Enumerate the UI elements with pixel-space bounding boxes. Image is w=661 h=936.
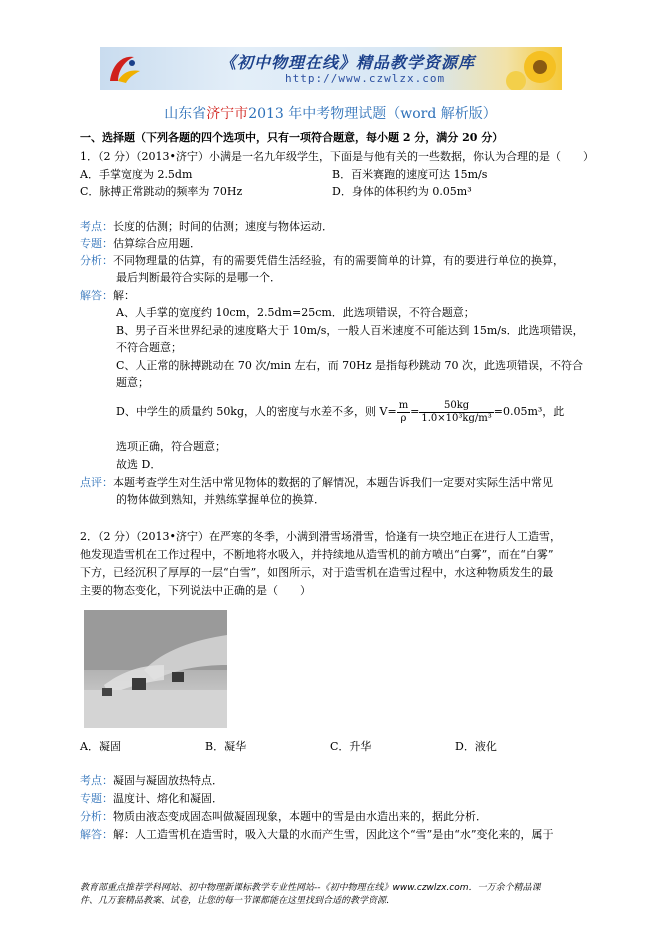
header-banner xyxy=(100,47,562,90)
banner-title: 《初中物理在线》精品教学资源库 xyxy=(220,53,476,72)
q1-fenxi-text-1: 不同物理量的估算，有的需要凭借生活经验，有的需要简单的计算，有的要进行单位的换算， xyxy=(113,254,564,267)
q1-dianping xyxy=(80,476,553,490)
q2-stem-4: 主要的物态变化，下列说法中正确的是（ ） xyxy=(80,584,311,597)
q2-kaodian-text: 凝固与凝固放热特点． xyxy=(113,774,223,787)
formula-fraction xyxy=(419,400,493,425)
q2-jieda-text: 解：人工造雪机在造雪时，吸入大量的水而产生雪，因此这个“雪”是由“水”变化来的，属于 xyxy=(113,828,554,841)
q2-fenxi-text: 物质由液态变成固态叫做凝固现象，本题中的雪是由水造出来的，据此分析． xyxy=(113,810,487,823)
q1-option-a: A．手掌宽度为 2.5dm xyxy=(80,168,193,181)
q2-fenxi xyxy=(80,810,487,824)
q1-fenxi xyxy=(80,254,564,268)
q2-option-c: C．升华 xyxy=(330,740,372,753)
q1-kaodian xyxy=(80,220,333,234)
title-rest: 2013 年中考物理试题（word 解析版） xyxy=(248,106,497,122)
section-heading: 一、选择题（下列各题的四个选项中，只有一项符合题意，每小题 2 分，满分 20 分） xyxy=(80,131,504,144)
q2-zhuanti xyxy=(80,792,223,806)
q1-zhuanti xyxy=(80,237,201,251)
snow-machine-photo-image xyxy=(84,610,227,728)
q2-stem-3: 下方，已经沉积了厚厚的一层“白雪”，如图所示，对于造雪机在造雪过程中，水这种物质发生的最 xyxy=(80,566,554,579)
q1-dianping-label: 点评： xyxy=(80,476,113,489)
q1-zhuanti-text: 估算综合应用题． xyxy=(113,237,201,250)
q2-fenxi-label: 分析： xyxy=(80,810,113,823)
q1-answer-a: A、人手掌的宽度约 10cm，2.5dm=25cm．此选项错误，不符合题意； xyxy=(116,306,475,319)
q2-stem-1: 2．（2 分）（2013•济宁）在严寒的冬季，小满到滑雪场滑雪，恰逢有一块空地正在进行人工造雪， xyxy=(80,530,561,543)
q1-answer-d-1 xyxy=(116,398,564,426)
footer-line-1: 教育部重点推荐学科网站、初中物理新课标教学专业性网站--《初中物理在线》www.czwlzx.com．一万余个精品课 xyxy=(80,883,541,893)
q1-option-b: B．百米赛跑的速度可达 15m/s xyxy=(332,168,488,181)
q2-zhuanti-label: 专题： xyxy=(80,792,113,805)
q2-zhuanti-text: 温度计、熔化和凝固． xyxy=(113,792,223,805)
formula-rho: ρ xyxy=(400,412,407,424)
q1-answer-d-text: D、中学生的质量约 50kg，人的密度与水差不多，则 V= xyxy=(116,405,397,418)
page-footer xyxy=(80,882,600,908)
snow-machine-photo xyxy=(84,610,227,728)
q1-fenxi-label: 分析： xyxy=(80,254,113,267)
q2-option-d: D．液化 xyxy=(455,740,497,753)
q2-kaodian xyxy=(80,774,223,788)
formula-numerator: 50kg xyxy=(419,400,493,413)
title-province: 山东省 xyxy=(164,106,207,122)
q1-answer-b-1: B、男子百米世界纪录的速度略大于 10m/s，一般人百米速度不可能达到 15m/s．此选项错误， xyxy=(116,324,584,337)
q2-jieda xyxy=(80,828,554,842)
footer-line-2: 件、几万套精品教案、试卷，让您的每一节课都能在这里找到合适的教学资源． xyxy=(80,896,396,906)
q1-stem: 1．（2 分）（2013•济宁）小满是一名九年级学生，下面是与他有关的一些数据，你认为合理的是（ ） xyxy=(80,150,594,163)
q1-fenxi-text-2: 最后判断最符合实际的是哪一个． xyxy=(116,271,281,284)
q1-option-c: C．脉搏正常跳动的频率为 70Hz xyxy=(80,185,243,198)
title-city: 济宁市 xyxy=(206,106,249,122)
q1-kaodian-text: 长度的估测；时间的估测；速度与物体运动． xyxy=(113,220,333,233)
q1-choice: 故选 D． xyxy=(116,458,162,471)
document-title xyxy=(0,103,661,123)
formula-m-over-rho xyxy=(397,400,410,425)
sunflower-icon xyxy=(502,47,562,90)
q1-jieda xyxy=(80,289,135,303)
q1-jieda-label: 解答： xyxy=(80,289,113,302)
q1-answer-d-result: =0.05m³，此 xyxy=(493,405,565,418)
q2-option-b: B．凝华 xyxy=(205,740,247,753)
q2-jieda-label: 解答： xyxy=(80,828,113,841)
q1-answer-c-2: 题意； xyxy=(116,376,149,389)
formula-equals: = xyxy=(410,405,420,418)
banner-url[interactable]: http://www.czwlzx.com xyxy=(285,72,446,85)
formula-m: m xyxy=(398,399,409,411)
q1-answer-d-2: 选项正确，符合题意； xyxy=(116,440,226,453)
q2-option-a: A．凝固 xyxy=(80,740,121,753)
q1-dianping-text-2: 的物体做到熟知，并熟练掌握单位的换算． xyxy=(116,493,325,506)
q1-zhuanti-label: 专题： xyxy=(80,237,113,250)
q1-dianping-text-1: 本题考查学生对生活中常见物体的数据的了解情况，本题告诉我们一定要对实际生活中常见 xyxy=(113,476,553,489)
site-logo-icon xyxy=(104,51,144,87)
q1-answer-b-2: 不符合题意； xyxy=(116,341,182,354)
q1-option-d: D．身体的体积约为 0.05m³ xyxy=(332,185,472,198)
formula-denominator: 1.0×10³kg/m³ xyxy=(421,412,492,424)
q2-stem-2: 他发现造雪机在工作过程中，不断地将水吸入，并持续地从造雪机的前方喷出“白雾”，而在“白雾” xyxy=(80,548,554,561)
q2-kaodian-label: 考点： xyxy=(80,774,113,787)
q1-jie: 解： xyxy=(113,289,135,302)
q1-kaodian-label: 考点： xyxy=(80,220,113,233)
q1-answer-c-1: C、人正常的脉搏跳动在 70 次/min 左右，而 70Hz 是指每秒跳动 70 次，此选项错误，不符合 xyxy=(116,359,584,372)
